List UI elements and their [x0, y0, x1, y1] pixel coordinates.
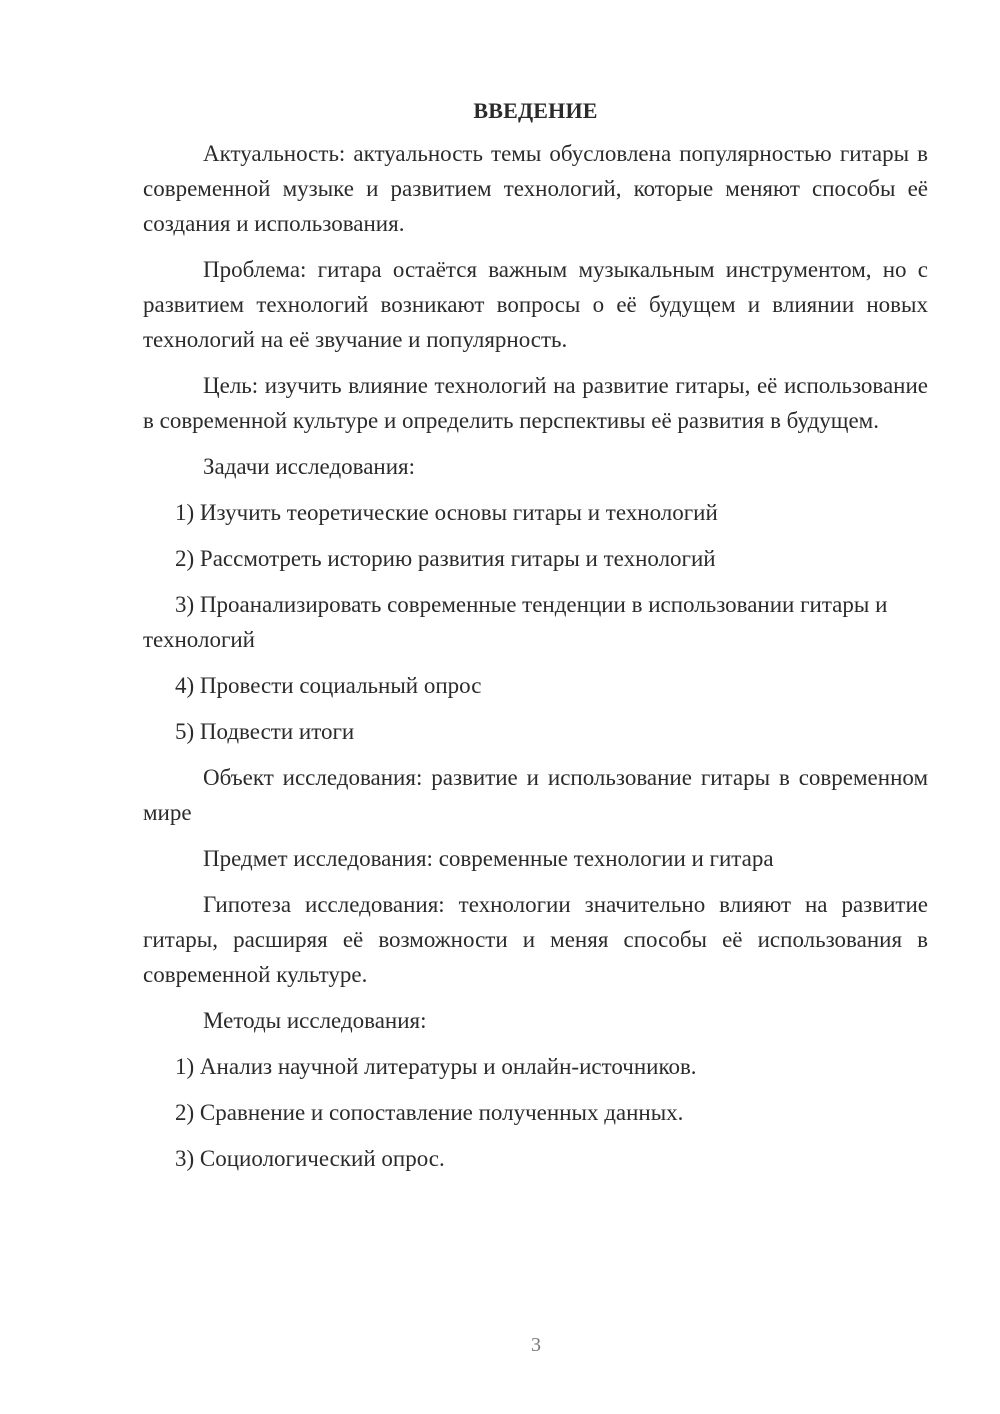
- relevance-paragraph: Актуальность: актуальность темы обусловлена популярностью гитары в современной музыке и развитием технологий, которые меняют способы её создания и использования.: [143, 141, 928, 236]
- goal-paragraph: Цель: изучить влияние технологий на развитие гитары, её использование в современной культуре и определить перспективы её развития в будущем.: [143, 373, 928, 433]
- task-item: 1) Изучить теоретические основы гитары и технологий: [175, 500, 718, 525]
- task-item: 3) Проанализировать современные тенденции в использовании гитары и технологий: [143, 592, 888, 652]
- hypothesis-paragraph: Гипотеза исследования: технологии значительно влияют на развитие гитары, расширяя её возможности и меняя способы её использования в современной культуре.: [143, 892, 928, 987]
- page-number: 3: [531, 1334, 541, 1356]
- task-item: 4) Провести социальный опрос: [175, 673, 482, 698]
- task-item: 5) Подвести итоги: [175, 719, 355, 744]
- method-item: 2) Сравнение и сопоставление полученных данных.: [175, 1100, 684, 1125]
- page-content: [143, 94, 928, 1187]
- tasks-heading: Задачи исследования:: [203, 454, 416, 479]
- task-item: 2) Рассмотреть историю развития гитары и технологий: [175, 546, 716, 571]
- object-paragraph: Объект исследования: развитие и использование гитары в современном мире: [143, 765, 928, 825]
- section-title: ВВЕДЕНИЕ: [473, 98, 598, 123]
- method-item: 1) Анализ научной литературы и онлайн-источников.: [175, 1054, 697, 1079]
- method-item: 3) Социологический опрос.: [175, 1146, 445, 1171]
- subject-paragraph: Предмет исследования: современные технологии и гитара: [203, 846, 774, 871]
- problem-paragraph: Проблема: гитара остаётся важным музыкальным инструментом, но с развитием технологий возникают вопросы о её будущем и влиянии новых технологий на её звучание и популярность.: [143, 257, 928, 352]
- methods-heading: Методы исследования:: [203, 1008, 427, 1033]
